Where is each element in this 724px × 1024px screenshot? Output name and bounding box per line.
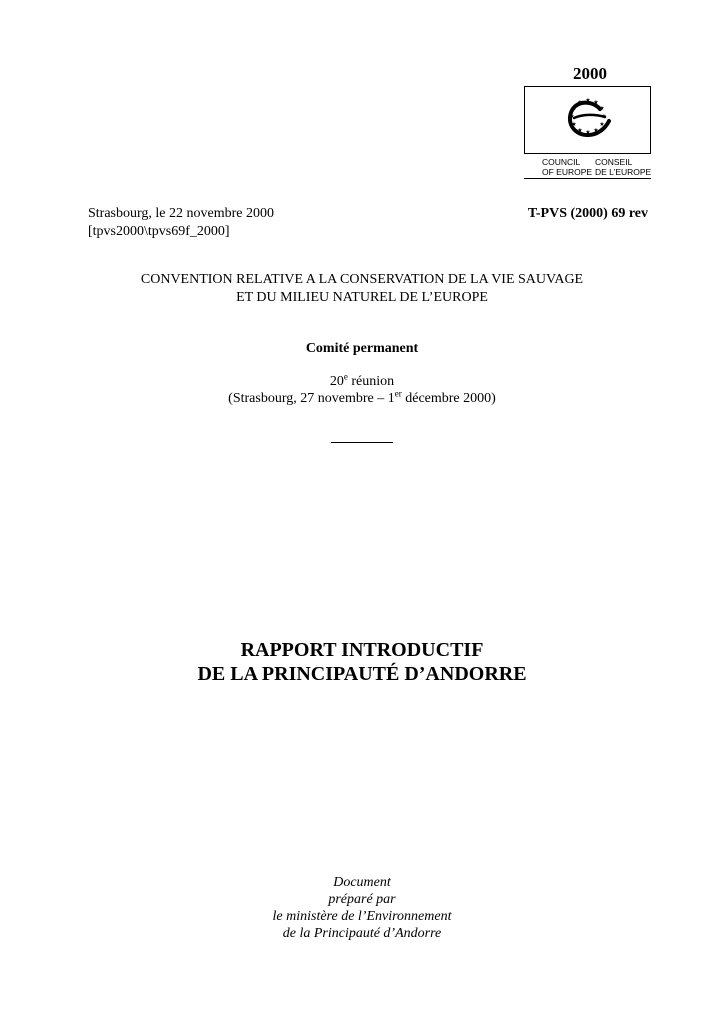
report-title-line2: DE LA PRINCIPAUTÉ D’ANDORRE [197, 663, 527, 685]
meeting-number [0, 373, 724, 391]
wordmark-underline [524, 178, 651, 179]
document-reference: T-PVS (2000) 69 rev [527, 206, 648, 221]
report-title-line1: RAPPORT INTRODUCTIF [240, 639, 484, 661]
file-reference: [tpvs2000\tpvs69f_2000] [88, 224, 230, 239]
meeting-ordinal: 20 [329, 374, 344, 389]
meeting-dates-prefix: (Strasbourg, 27 novembre – 1 [228, 391, 395, 406]
logo-graphic [525, 87, 652, 155]
committee-name: Comité permanent [305, 341, 419, 356]
council-of-europe-logo-icon [524, 86, 651, 154]
svg-text:★: ★ [599, 121, 605, 128]
document-year: 2000 [573, 64, 607, 83]
meeting-dates-end: décembre 2000) [401, 391, 496, 406]
section-divider [331, 442, 393, 443]
convention-title-line2: ET DU MILIEU NATUREL DE L’EUROPE [236, 290, 488, 305]
wordmark-french [595, 158, 651, 177]
svg-text:★: ★ [585, 97, 591, 104]
prepared-line4: de la Principauté d’Andorre [282, 926, 442, 941]
meeting-ordinal-suffix: e [343, 371, 348, 382]
svg-text:★: ★ [569, 113, 575, 120]
svg-text:★: ★ [593, 127, 599, 134]
prepared-line1: Document [333, 875, 391, 890]
svg-text:★: ★ [571, 105, 577, 112]
svg-text:★: ★ [601, 113, 607, 120]
wordmark-en-line2: OF EUROPE [542, 166, 593, 177]
meeting-dates [0, 390, 724, 408]
svg-text:★: ★ [577, 127, 583, 134]
svg-text:★: ★ [585, 129, 591, 136]
meeting-label: réunion [347, 374, 395, 389]
prepared-line2: préparé par [328, 892, 396, 907]
svg-text:★: ★ [593, 99, 599, 106]
wordmark-en-line1: COUNCIL [542, 157, 581, 167]
meeting-dates-suffix-sup: er [394, 388, 402, 399]
svg-text:★: ★ [599, 105, 605, 112]
prepared-line3: le ministère de l’Environnement [272, 909, 452, 924]
wordmark-english [542, 158, 592, 177]
wordmark-fr-line2: DE L’EUROPE [595, 166, 652, 177]
convention-title-line1: CONVENTION RELATIVE A LA CONSERVATION DE LA VIE SAUVAGE [140, 272, 584, 287]
wordmark-fr-line1: CONSEIL [595, 157, 633, 167]
place-date: Strasbourg, le 22 novembre 2000 [88, 206, 274, 221]
svg-text:★: ★ [571, 121, 577, 128]
svg-text:★: ★ [577, 99, 583, 106]
